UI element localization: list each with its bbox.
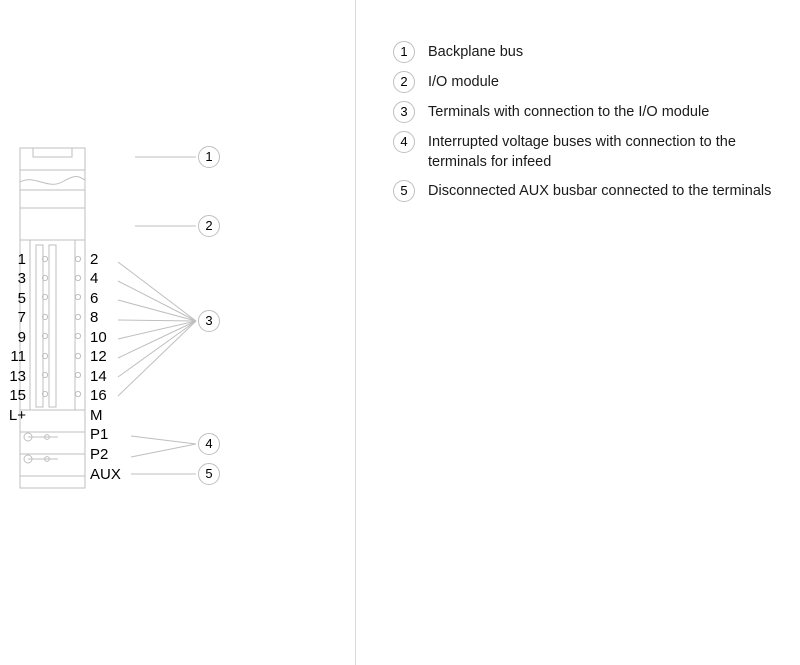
- legend-number-3: 3: [393, 101, 415, 123]
- terminal-contacts-right: [75, 256, 80, 396]
- terminal-label-right-2: 2: [90, 251, 99, 268]
- legend-item-3: [393, 101, 793, 123]
- callout-5: 5: [198, 463, 220, 485]
- terminal-label-right-8: 8: [90, 309, 99, 326]
- busbar-label-p1: P1: [90, 426, 109, 443]
- aux-busbar: [20, 476, 85, 488]
- terminal-label-left-13: 13: [9, 368, 26, 385]
- io-module-rail-left: [36, 245, 43, 407]
- legend-text-3: Terminals with connection to the I/O module: [428, 104, 710, 120]
- callout-4: 4: [198, 433, 220, 455]
- leader-lines-4: [131, 436, 196, 457]
- terminal-label-right-6: 6: [90, 290, 99, 307]
- legend-item-1: [393, 41, 793, 63]
- legend-number-5: 5: [393, 180, 415, 202]
- io-module-rail-right: [49, 245, 56, 407]
- legend-list: [393, 41, 793, 210]
- voltage-bus-p1: [20, 432, 85, 454]
- terminal-label-right-14: 14: [90, 368, 107, 385]
- legend-number-1: 1: [393, 41, 415, 63]
- terminal-label-left-11: 11: [10, 348, 26, 365]
- legend-text-4: Interrupted voltage buses with connection to the terminals for infeed: [428, 134, 736, 170]
- io-module-edge-right: [75, 240, 85, 410]
- busbar-label-p2: P2: [90, 446, 109, 463]
- legend-text-5: Disconnected AUX busbar connected to the terminals: [428, 183, 772, 199]
- callout-3: 3: [198, 310, 220, 332]
- legend-number-4: 4: [393, 131, 415, 153]
- backplane-bus-top: [20, 148, 85, 170]
- leader-lines-3: [118, 262, 196, 396]
- terminal-label-left-15: 15: [9, 387, 26, 404]
- busbar-label-aux: AUX: [90, 466, 121, 483]
- terminal-label-left-1: 1: [17, 251, 26, 268]
- legend-text-2: I/O module: [428, 74, 499, 90]
- voltage-bus-p2: [20, 454, 85, 476]
- legend-number-2: 2: [393, 71, 415, 93]
- terminal-label-left-7: 7: [17, 309, 26, 326]
- backplane-bus-wave: [20, 177, 85, 185]
- legend-item-4: [393, 131, 793, 172]
- legend-item-2: [393, 71, 793, 93]
- callout-1: 1: [198, 146, 220, 168]
- terminal-label-left-9: 9: [17, 329, 26, 346]
- terminal-label-left-lplus: L+: [8, 407, 26, 424]
- diagram-svg: [0, 0, 355, 665]
- terminal-label-right-10: 10: [90, 329, 107, 346]
- pane-divider: [355, 0, 356, 665]
- terminal-label-right-16: 16: [90, 387, 107, 404]
- io-module-head: [20, 208, 85, 240]
- voltage-bus-block: [20, 410, 85, 432]
- terminal-label-right-m: M: [90, 407, 103, 424]
- backplane-bus-bottom: [20, 190, 85, 208]
- terminal-block-diagram: [0, 0, 355, 665]
- legend-text-1: Backplane bus: [428, 44, 524, 60]
- legend-item-5: [393, 180, 793, 202]
- terminal-label-left-3: 3: [17, 270, 26, 287]
- terminal-label-right-4: 4: [90, 270, 99, 287]
- io-module-body: [30, 240, 75, 410]
- terminal-label-right-12: 12: [90, 348, 107, 365]
- callout-2: 2: [198, 215, 220, 237]
- terminal-label-left-5: 5: [17, 290, 26, 307]
- backplane-bus-slot: [33, 148, 72, 157]
